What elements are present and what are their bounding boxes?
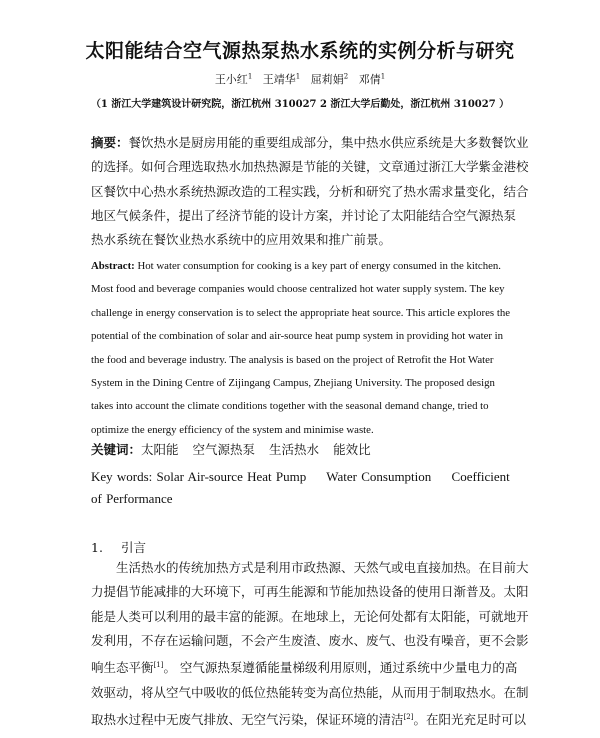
body-line: 响生态平衡[1]。 空气源热泵遵循能量梯级利用原则，通过系统中少量电力的高 — [91, 660, 518, 676]
body-line: 效驱动，将从空气中吸收的低位热能转变为高位热能，从而用于制取热水。在制 — [91, 684, 529, 700]
abstract-en-line: the food and beverage industry. The analysis is based on the project of Retrofit the Hot Water — [91, 353, 494, 366]
keywords-en-label: Key words: — [91, 469, 153, 484]
keywords-cn — [91, 440, 385, 458]
body-line: 发利用，不存在运输问题，不会产生废渣、废水、废气、也没有噪音，更不会影 — [91, 632, 529, 648]
abstract-cn-line: 摘要：餐饮热水是厨房用能的重要组成部分，集中热水供应系统是大多数餐饮业 — [91, 135, 529, 150]
abstract-cn — [91, 131, 529, 252]
keywords-en — [91, 466, 513, 510]
abstract-cn-line: 热水系统在餐饮业热水系统中的应用效果和推广前景。 — [91, 232, 392, 248]
abstract-cn-line: 的选择。如何合理选取热水加热热源是节能的关键，文章通过浙江大学紫金港校 — [91, 159, 529, 175]
author: 王小红$^1$ — [214, 72, 253, 86]
author: 王靖华$^1$ — [262, 72, 301, 86]
paper-title: 太阳能结合空气源热泵热水系统的实例分析与研究 — [85, 40, 515, 62]
keyword: 空气源热泵 — [192, 442, 256, 457]
author-list — [0, 71, 600, 87]
abstract-en-line: Most food and beverage companies would choose centralized hot water supply system. The key — [91, 283, 505, 296]
keyword: Water Consumption — [326, 469, 432, 484]
body-line: 能是人类可以利用的最丰富的能源。在地球上，无论何处都有太阳能，可就地开 — [91, 608, 529, 624]
abstract-en — [91, 255, 511, 442]
keyword: Solar Air-source Heat Pump — [156, 469, 307, 484]
abstract-en-line: potential of the combination of solar and air-source heat pump system in providing hot water in — [91, 330, 504, 343]
abstract-en-line: optimize the energy efficiency of the system and minimise waste. — [91, 423, 374, 436]
abstract-cn-line: 地区气候条件，提出了经济节能的设计方案，并讨论了太阳能结合空气源热泵 — [91, 207, 517, 223]
section-number: 1. — [91, 540, 103, 555]
abstract-en-label: Abstract: — [91, 260, 135, 272]
section-body — [91, 556, 529, 732]
abstract-cn-label: 摘要： — [91, 135, 129, 150]
keyword: 生活热水 — [269, 442, 320, 457]
affiliation: （1 浙江大学建筑设计研究院，浙江杭州 310027 2 浙江大学后勤处，浙江杭州 310027 ） — [90, 99, 510, 110]
section-title: 引言 — [120, 540, 146, 555]
citation-ref: [1] — [153, 661, 164, 670]
body-line: 取热水过程中无废气排放、无空气污染，保证环境的清洁[2]。在阳光充足时可以 — [91, 712, 526, 728]
author: 屈莉娟$^2$ — [310, 72, 349, 86]
body-line: 生活热水的传统加热方式是利用市政热源、天然气或电直接加热。在目前大 — [116, 560, 529, 575]
abstract-en-line: takes into account the climate conditions together with the seasonal demand change, tried to — [91, 400, 489, 413]
abstract-cn-line: 区餐饮中心热水系统热源改造的工程实践，分析和研究了热水需求量变化，结合 — [91, 183, 529, 199]
abstract-en-line: System in the Dining Centre of Zijingang Campus, Zhejiang University. The proposed design — [91, 377, 495, 390]
body-line: 力提倡节能减排的大环境下，可再生能源和节能加热设备的使用日渐普及。太阳 — [91, 584, 529, 600]
citation-ref: [2] — [403, 712, 414, 721]
author: 邓倩$^1$ — [358, 72, 386, 86]
section-heading — [91, 538, 146, 556]
keywords-cn-label: 关键词： — [91, 442, 142, 457]
keyword: 能效比 — [333, 442, 371, 457]
keyword: Coefficient of Performance — [91, 469, 510, 506]
keyword: 太阳能 — [141, 442, 179, 457]
abstract-en-line: challenge in energy conservation is to select the appropriate heat source. This article explores the — [91, 306, 511, 319]
abstract-en-line: Abstract: Hot water consumption for cooking is a key part of energy consumed in the kitchen. — [91, 260, 501, 272]
